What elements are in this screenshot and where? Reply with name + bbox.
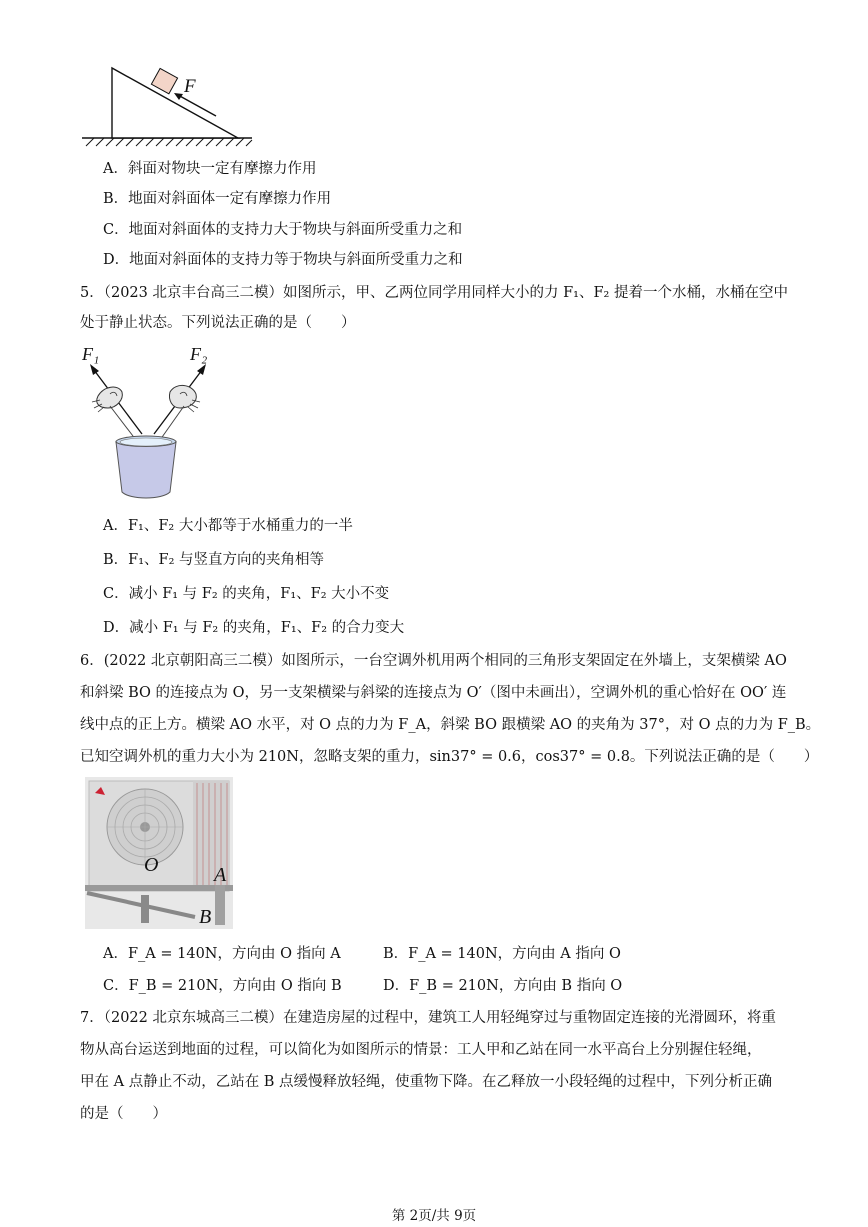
bucket-force1-label: F₁: [82, 344, 100, 364]
ac-point-b-label: B: [199, 906, 212, 928]
q7-stem-line3: 甲在 A 点静止不动，乙站在 B 点缓慢释放轻绳，使重物下降。在乙释放一小段轻绳的过程中，下列分析正确: [80, 1074, 773, 1090]
q5-option-c: C．减小 F₁ 与 F₂ 的夹角，F₁、F₂ 大小不变: [103, 586, 390, 602]
q6-option-c: C．F_B = 210N，方向由 O 指向 B: [103, 978, 342, 994]
q6-stem-line4: 已知空调外机的重力大小为 210N，忽略支架的重力，sin37° = 0.6，cos37° = 0.8。下列说法正确的是（ ）: [80, 749, 819, 765]
incline-figure: [80, 62, 260, 148]
q5-stem-line2: 处于静止状态。下列说法正确的是（ ）: [80, 315, 356, 331]
q6-option-a: A．F_A = 140N，方向由 O 指向 A: [103, 946, 341, 962]
q7-stem-line2: 物从高台运送到地面的过程，可以简化为如图所示的情景：工人甲和乙站在同一水平高台上分别握住轻绳，: [80, 1042, 762, 1058]
q6-stem-line1: 6．(2022 北京朝阳高三二模）如图所示，一台空调外机用两个相同的三角形支架固定在外墙上，支架横梁 AO: [80, 653, 787, 669]
q6-stem-line3: 线中点的正上方。横梁 AO 水平，对 O 点的力为 F_A，斜梁 BO 跟横梁 AO 的夹角为 37°，对 O 点的力为 F_B。: [80, 717, 821, 733]
ac-point-o-label: O: [144, 854, 159, 876]
q6-option-d: D．F_B = 210N，方向由 B 指向 O: [383, 978, 623, 994]
q4-option-a: A．斜面对物块一定有摩擦力作用: [103, 161, 317, 177]
q5-option-d: D．减小 F₁ 与 F₂ 的夹角，F₁、F₂ 的合力变大: [103, 620, 405, 636]
bucket-figure: [80, 342, 220, 504]
q6-option-b: B．F_A = 140N，方向由 A 指向 O: [383, 946, 621, 962]
q5-stem-line1: 5．（2023 北京丰台高三二模）如图所示，甲、乙两位同学用同样大小的力 F₁、F₂ 提着一个水桶，水桶在空中: [80, 285, 788, 301]
incline-force-label: F: [184, 76, 196, 97]
ac-point-a-label: A: [214, 864, 227, 886]
q4-option-d: D．地面对斜面体的支持力等于物块与斜面所受重力之和: [103, 252, 463, 268]
q7-stem-line4: 的是（ ）: [80, 1106, 167, 1122]
q5-option-b: B．F₁、F₂ 与竖直方向的夹角相等: [103, 552, 325, 568]
q5-option-a: A．F₁、F₂ 大小都等于水桶重力的一半: [103, 518, 353, 534]
bucket-force2-label: F₂: [190, 344, 208, 364]
q6-stem-line2: 和斜梁 BO 的连接点为 O，另一支架横梁与斜梁的连接点为 O′（图中未画出），空调外机的重心恰好在 OO′ 连: [80, 685, 787, 701]
q4-option-c: C．地面对斜面体的支持力大于物块与斜面所受重力之和: [103, 222, 463, 238]
q4-option-b: B．地面对斜面体一定有摩擦力作用: [103, 191, 332, 207]
page-footer: 第 2页/共 9页: [391, 1208, 477, 1224]
q7-stem-line1: 7．（2022 北京东城高三二模）在建造房屋的过程中，建筑工人用轻绳穿过与重物固定连接的光滑圆环，将重: [80, 1010, 776, 1026]
